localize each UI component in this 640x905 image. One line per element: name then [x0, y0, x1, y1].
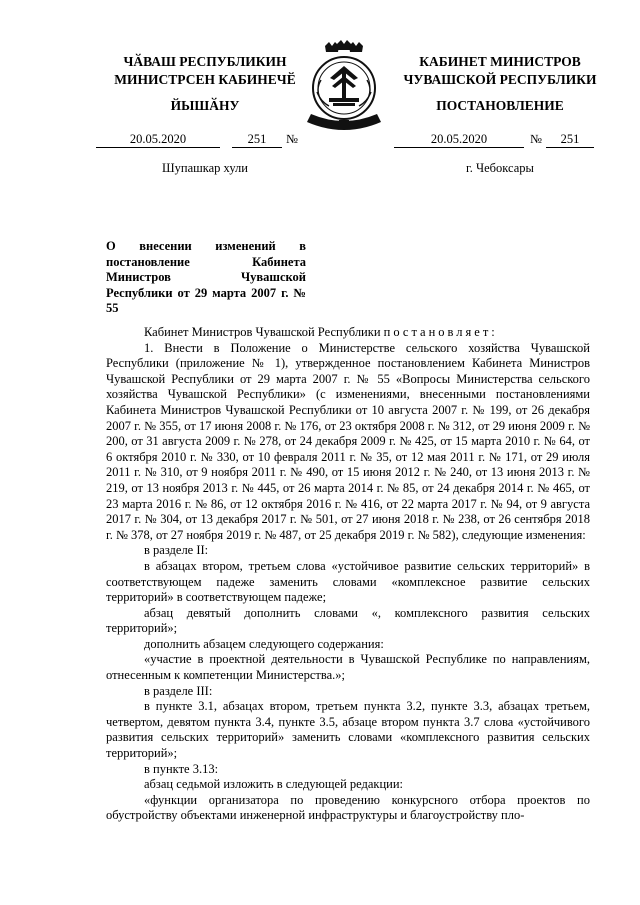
chuvash-emblem	[303, 40, 385, 132]
left-number: 251	[232, 132, 282, 148]
body-paragraph: в пункте 3.13:	[144, 761, 219, 776]
body-paragraph: «участие в проектной деятельности в Чувашской Республике по направлениям, отнесенным к компетенции Министерства.»;	[106, 652, 590, 683]
document-body	[106, 325, 590, 824]
body-paragraph: в абзацах втором, третьем слова «устойчивое развитие сельских территорий» в соответствующем падеже заменить словами «комплексное развитие сельских территорий» в соответствующем падеже;	[106, 558, 590, 605]
body-paragraph: в пункте 3.1, абзацах втором, третьем пункта 3.2, пункте 3.3, абзацах третьем, четвертом, девятом пункта 3.4, пункте 3.5, абзаце втором пункта 3.7 слова «устойчивого развития сельских территорий» заменить словами «комплексного развития сельских территорий»;	[106, 699, 590, 761]
right-number-sign: №	[530, 132, 542, 146]
intro-lead: Кабинет Министров Чувашской Республики	[144, 325, 381, 339]
body-paragraph: 1. Внести в Положение о Министерстве сельского хозяйства Чувашской Республики (приложение № 1), утвержденное постановлением Кабинета Министров Чувашской Республики от 29 марта 2007 г. № 55 «Вопросы Министерства сельского хозяйства Чувашской Республики» (с изменениями, внесенными постановлениями Кабинета Министров Чувашской Республики от 10 августа 2007 г. № 199, от 26 декабря 2007 г. № 355, от 17 июня 2008 г. № 176, от 23 октября 2008 г. № 312, от 29 июня 2009 г. № 200, от 31 августа 2009 г. № 278, от 24 декабря 2009 г. № 425, от 15 марта 2010 г. № 64, от 6 октября 2010 г. № 330, от 10 февраля 2011 г. № 35, от 12 мая 2011 г. № 171, от 29 июля 2011 г. № 310, от 9 ноября 2011 г. № 490, от 15 июня 2012 г. № 240, от 13 июня 2013 г. № 219, от 13 ноября 2013 г. № 445, от 26 марта 2014 г. № 85, от 24 декабря 2014 г. № 465, от 23 марта 2016 г. № 86, от 12 октября 2016 г. № 416, от 22 марта 2017 г. № 94, от 9 августа 2017 г. № 304, от 13 декабря 2017 г. № 501, от 27 июня 2018 г. № 238, от 26 сентября 2018 г. № 378, от 27 ноября 2019 г. № 487, от 25 декабря 2019 г. № 582), следующие изменения:	[106, 340, 590, 542]
body-paragraph: дополнить абзацем следующего содержания:	[144, 636, 384, 651]
right-header-line2: ЧУВАШСКОЙ РЕСПУБЛИКИ	[403, 72, 597, 87]
right-number: 251	[546, 132, 594, 148]
right-doc-type: ПОСТАНОВЛЕНИЕ	[436, 98, 564, 113]
right-header-line1: КАБИНЕТ МИНИСТРОВ	[419, 54, 581, 69]
left-doc-type: ЙЫШӐНУ	[170, 98, 240, 113]
left-date: 20.05.2020	[96, 132, 220, 148]
body-paragraph: абзац седьмой изложить в следующей редакции:	[144, 777, 404, 792]
left-number-sign: №	[286, 132, 298, 146]
intro-verb: постановляет:	[383, 325, 498, 339]
body-paragraph: в разделе III:	[144, 683, 213, 698]
left-header-line1: ЧӐВАШ РЕСПУБЛИКИН	[123, 54, 287, 69]
right-city: г. Чебоксары	[466, 161, 534, 175]
body-paragraph: «функции организатора по проведению конкурсного отбора проектов по обустройству объектами инженерной инфраструктуры и благоустройству пло-	[106, 792, 590, 823]
document-title: О внесении изменений в постановление Кабинета Министров Чувашской Республики от 29 марта 2007 г. № 55	[106, 239, 306, 315]
right-date: 20.05.2020	[394, 132, 524, 148]
body-paragraph: абзац девятый дополнить словами «, комплексного развития сельских территорий»;	[106, 605, 590, 636]
intro-line	[106, 325, 590, 341]
left-header-line2: МИНИСТРСЕН КАБИНЕЧӖ	[114, 72, 296, 87]
body-paragraph: в разделе II:	[144, 543, 209, 558]
left-city: Шупашкар хули	[162, 161, 248, 175]
